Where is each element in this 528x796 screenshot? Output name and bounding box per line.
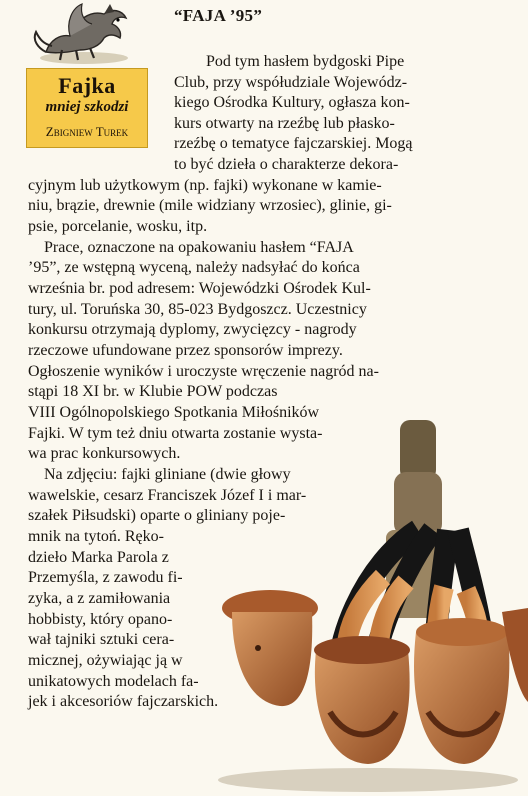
- body-line: Prace, oznaczone na opakowaniu hasłem “FAJA: [44, 239, 354, 256]
- body-line: VIII Ogólnopolskiego Spotkania Miłośników: [28, 404, 320, 421]
- body-line: psie, porcelanie, wosku, itp.: [28, 218, 208, 235]
- body-line: Pod tym hasłem bydgoski Pipe: [206, 53, 405, 70]
- body-line: kiego Ośrodka Kultury, ogłasza kon-: [174, 94, 410, 111]
- body-line: rzeźbę o tematyce fajczarskiej. Mogą: [174, 135, 413, 152]
- body-line: rzeczowe ufundowane przez sponsorów imprezy.: [28, 342, 343, 359]
- body-line: unikatowych modelach fa-: [28, 673, 199, 690]
- clay-pipes-photo: [218, 412, 528, 796]
- body-line: Przemyśla, z zawodu fi-: [28, 569, 183, 586]
- body-line: cyjnym lub użytkowym (np. fajki) wykonane w kamie-: [28, 177, 382, 194]
- body-line: dzieło Marka Parola z: [28, 549, 169, 566]
- column-header-box: [26, 68, 148, 148]
- body-line: wawelskie, cesarz Franciszek Józef I i mar-: [28, 487, 307, 504]
- body-line: Na zdjęciu: fajki gliniane (dwie głowy: [44, 466, 291, 483]
- body-line: hobbisty, który opano-: [28, 611, 173, 628]
- body-line: micznej, ożywiając ją w: [28, 652, 183, 669]
- body-line: mnik na tytoń. Ręko-: [28, 528, 164, 545]
- body-line: września br. pod adresem: Wojewódzki Ośrodek Kul-: [28, 280, 371, 297]
- body-line: ’95”, ze wstępną wyceną, należy nadsyłać do końca: [28, 259, 360, 276]
- body-line: tury, ul. Toruńska 30, 85-023 Bydgoszcz. Uczestnicy: [28, 301, 367, 318]
- body-line: Club, przy współudziale Wojewódz-: [174, 74, 408, 91]
- body-line: niu, brązie, drewnie (mile widziany wrzosiec), glinie, gi-: [28, 197, 392, 214]
- article-headline: “FAJA ’95”: [174, 6, 263, 25]
- body-line: konkursu otrzymają dyplomy, zwycięzcy - nagrody: [28, 321, 357, 338]
- dragon-emblem-icon: [26, 0, 144, 66]
- body-line: Ogłoszenie wyników i uroczyste wręczenie nagród na-: [28, 363, 379, 380]
- body-line: kurs otwarty na rzeźbę lub płasko-: [174, 115, 395, 132]
- body-line: jek i akcesoriów fajczarskich.: [28, 693, 219, 710]
- body-line: to być dzieła o charakterze dekora-: [174, 156, 399, 173]
- body-line: stąpi 18 XI br. w Klubie POW podczas: [28, 383, 278, 400]
- body-line: wa prac konkursowych.: [28, 445, 181, 462]
- column-author: Zbigniew Turek: [45, 124, 129, 139]
- body-line: szałek Piłsudski) oparte o gliniany poje-: [28, 507, 286, 524]
- column-title: Fajka: [58, 73, 116, 98]
- column-subtitle: mniej szkodzi: [45, 99, 129, 115]
- body-line: zyka, a z zamiłowania: [28, 590, 171, 607]
- body-line: wał tajniki sztuki cera-: [28, 631, 175, 648]
- body-line: Fajki. W tym też dniu otwarta zostanie wysta-: [28, 425, 323, 442]
